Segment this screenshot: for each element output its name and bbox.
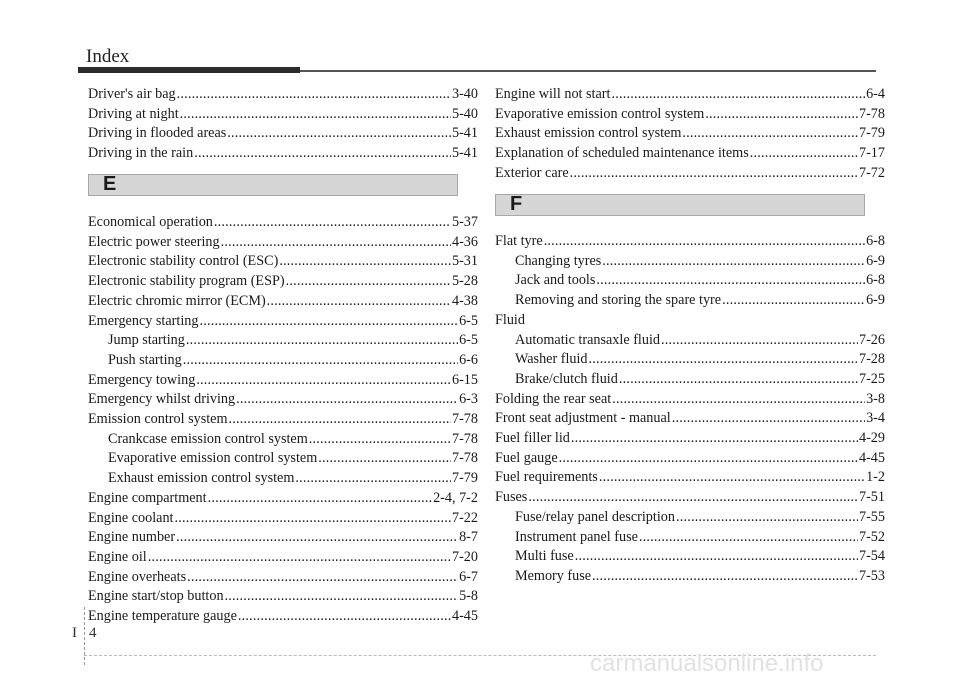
- index-entry[interactable]: Folding the rear seat ..... 3-8: [495, 390, 885, 410]
- index-subentry[interactable]: Memory fuse ..... 7-53: [495, 567, 885, 587]
- section-letter: E: [103, 173, 117, 195]
- index-column-right: [495, 85, 885, 184]
- index-entry[interactable]: Driving in flooded areas ..... 5-41: [88, 124, 478, 144]
- index-subentry[interactable]: Instrument panel fuse ..... 7-52: [495, 528, 885, 548]
- index-entry[interactable]: Economical operation ..... 5-37: [88, 213, 478, 233]
- index-subentry[interactable]: Evaporative emission control system ..... 7-78: [88, 449, 478, 469]
- index-column-left: [88, 85, 478, 164]
- watermark: carmanualsonline.info: [590, 650, 824, 677]
- index-entry[interactable]: Driving at night ..... 5-40: [88, 105, 478, 125]
- index-entry[interactable]: Engine start/stop button ..... 5-8: [88, 587, 478, 607]
- section-header-e: [88, 174, 458, 196]
- index-entry[interactable]: Driver's air bag ..... 3-40: [88, 85, 478, 105]
- index-subentry[interactable]: Push starting ..... 6-6: [88, 351, 478, 371]
- index-heading-entry[interactable]: Fluid: [495, 311, 525, 328]
- index-column-right-f: [495, 232, 885, 587]
- footer-page-number: 4: [89, 625, 109, 641]
- index-entry[interactable]: Exterior care ..... 7-72: [495, 164, 885, 184]
- index-entry[interactable]: Exhaust emission control system ..... 7-79: [495, 124, 885, 144]
- index-entry[interactable]: Fuel filler lid ..... 4-29: [495, 429, 885, 449]
- index-entry[interactable]: Engine coolant ..... 7-22: [88, 509, 478, 529]
- index-entry[interactable]: Emergency whilst driving ..... 6-3: [88, 390, 478, 410]
- index-subentry[interactable]: Washer fluid ..... 7-28: [495, 350, 885, 370]
- index-entry[interactable]: Explanation of scheduled maintenance items ..... 7-17: [495, 144, 885, 164]
- index-entry[interactable]: Electronic stability control (ESC) ..... 5-31: [88, 252, 478, 272]
- section-letter: F: [510, 193, 523, 215]
- index-entry[interactable]: Electric chromic mirror (ECM) ..... 4-38: [88, 292, 478, 312]
- index-entry[interactable]: Emission control system ..... 7-78: [88, 410, 478, 430]
- index-entry[interactable]: Engine temperature gauge ..... 4-45: [88, 607, 478, 627]
- index-column-left-e: [88, 213, 478, 627]
- index-entry[interactable]: Fuses ..... 7-51: [495, 488, 885, 508]
- index-entry[interactable]: Fuel gauge ..... 4-45: [495, 449, 885, 469]
- index-entry[interactable]: Evaporative emission control system ..... 7-78: [495, 105, 885, 125]
- index-subentry[interactable]: Crankcase emission control system ..... 7-78: [88, 430, 478, 450]
- index-entry[interactable]: Driving in the rain ..... 5-41: [88, 144, 478, 164]
- index-subentry[interactable]: Multi fuse ..... 7-54: [495, 547, 885, 567]
- footer-section: I: [72, 625, 89, 641]
- index-entry[interactable]: Electric power steering ..... 4-36: [88, 233, 478, 253]
- index-entry[interactable]: Engine oil ..... 7-20: [88, 548, 478, 568]
- section-header-f: [495, 194, 865, 216]
- index-entry[interactable]: Engine will not start ..... 6-4: [495, 85, 885, 105]
- index-subentry[interactable]: Jump starting ..... 6-5: [88, 331, 478, 351]
- index-entry[interactable]: Flat tyre ..... 6-8: [495, 232, 885, 252]
- index-subentry[interactable]: Jack and tools ..... 6-8: [495, 271, 885, 291]
- index-subentry[interactable]: Removing and storing the spare tyre ..... 6-9: [495, 291, 885, 311]
- index-entry[interactable]: Electronic stability program (ESP) ..... 5-28: [88, 272, 478, 292]
- index-subentry[interactable]: Fuse/relay panel description ..... 7-55: [495, 508, 885, 528]
- index-entry[interactable]: Emergency towing ..... 6-15: [88, 371, 478, 391]
- header-rule-thin: [300, 70, 876, 72]
- index-entry[interactable]: Engine compartment ..... 2-4, 7-2: [88, 489, 478, 509]
- index-entry[interactable]: Engine number ..... 8-7: [88, 528, 478, 548]
- index-subentry[interactable]: Brake/clutch fluid ..... 7-25: [495, 370, 885, 390]
- index-subentry[interactable]: Automatic transaxle fluid ..... 7-26: [495, 331, 885, 351]
- index-entry[interactable]: Engine overheats ..... 6-7: [88, 568, 478, 588]
- index-entry[interactable]: Front seat adjustment - manual ..... 3-4: [495, 409, 885, 429]
- index-entry[interactable]: Emergency starting ..... 6-5: [88, 312, 478, 332]
- page-title: Index: [86, 46, 130, 67]
- page-number: [72, 625, 109, 642]
- header-rule-thick: [78, 67, 300, 73]
- index-subentry[interactable]: Exhaust emission control system ..... 7-79: [88, 469, 478, 489]
- index-entry[interactable]: Fuel requirements ..... 1-2: [495, 468, 885, 488]
- index-subentry[interactable]: Changing tyres ..... 6-9: [495, 252, 885, 272]
